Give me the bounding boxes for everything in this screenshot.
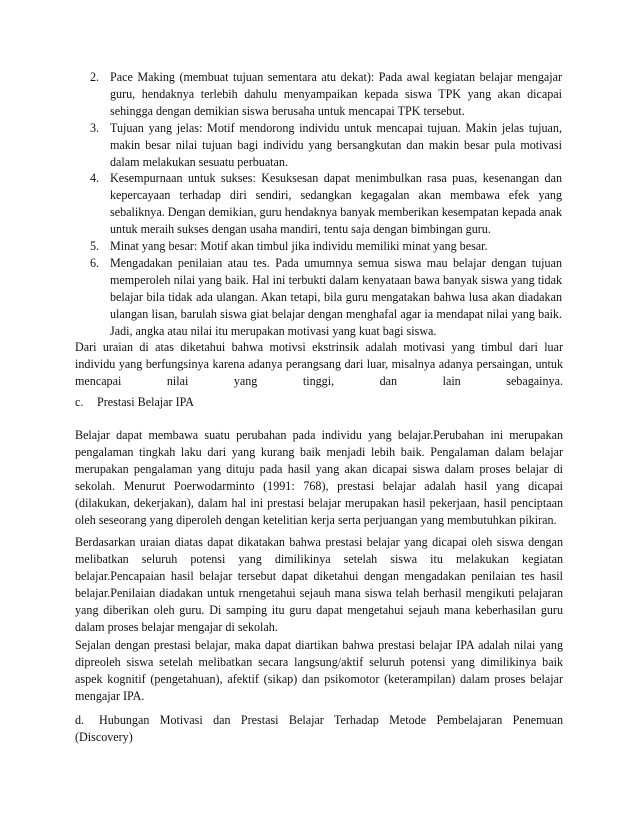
list-item-text: Minat yang besar: Motif akan timbul jika individu memiliki minat yang besar. [110, 239, 488, 254]
list-number: 2. [90, 70, 100, 84]
list-number: 3. [90, 120, 100, 135]
list-item [90, 170, 562, 238]
list-item [90, 69, 562, 120]
section-letter: d. [75, 713, 85, 727]
list-item-text: Mengadakan penilaian atau tes. Pada umumnya semua siswa mau belajar dengan tujuan memperoleh nilai yang baik. Hal ini terbukti dalam kenyataan bawa banyak siswa yang tidak belajar bila tidak ada ulangan. Akan tetapi, bila guru mengatakan bahwa lusa akan diadakan ulangan lisan, barulah siswa giat belajar dengan menghafal agar ia mendapat nilai yang baik. Jadi, angka atau nilai itu merupakan motivasi yang kuat bagi siswa. [110, 255, 562, 338]
list-item [90, 238, 562, 255]
list-number: 6. [90, 255, 100, 270]
section-letter: c. [75, 395, 84, 409]
list-number: 4. [90, 171, 100, 186]
list-item-text: Tujuan yang jelas: Motif mendorong individu untuk mencapai tujuan. Makin jelas tujuan, makin besar nilai tujuan bagi individu yang bersangkutan dan makin besar pula motivasi dalam melakukan sesuatu perbuatan. [110, 120, 562, 169]
section-title: Hubungan Motivasi dan Prestasi Belajar Terhadap Metode Pembelajaran Penemuan (Discovery) [75, 713, 563, 744]
section-heading-c [75, 394, 194, 411]
section-heading-d [75, 712, 563, 746]
list-number: 5. [90, 239, 100, 254]
paragraph-prestasi-2: Berdasarkan uraian diatas dapat dikatakan bahwa prestasi belajar yang dicapai oleh siswa dengan melibatkan seluruh potensi yang dimilikinya setelah siswa itu melakukan kegiatan belajar.Pencapaian hasil belajar tersebut dapat diketahui dengan mengadakan penilaian tes hasil belajar.Penilaian diadakan untuk rnengetahui sejauh mana siswa telah berhasil mengikuti pelajaran yang diberikan oleh guru. Di samping itu guru dapat mengetahui sejauh mana keberhasilan guru dalam proses belajar mengajar di sekolah. [75, 535, 563, 634]
section-title: Prestasi Belajar IPA [97, 395, 194, 409]
paragraph-ekstrinsik: Dari uraian di atas diketahui bahwa motivsi ekstrinsik adalah motivasi yang timbul dari luar individu yang berfungsinya karena adanya perangsang dari luar, misalnya adanya persaingan, untuk mencapai nilai yang tinggi, dan lain sebagainya. [75, 340, 563, 388]
list-item [90, 120, 562, 171]
paragraph-prestasi-1: Belajar dapat membawa suatu perubahan pada individu yang belajar.Perubahan ini merupakan pengalaman tingkah laku dari yang kurang baik menjadi lebih baik. Pengalaman dalam belajar merupakan pengalaman yang dituju pada hasil yang akan dicapai siswa dalam proses belajar di sekolah. Menurut Poerwodarminto (1991: 768), prestasi belajar adalah hasil yang dicapai (dilakukan, dekerjakan), dalam hal ini prestasi belajar merupakan hasil pekerjaan, hasil penciptaan oleh seseorang yang diperoleh dengan ketelitian kerja serta perjuangan yang membutuhkan pikiran. [75, 428, 563, 527]
list-item [90, 255, 562, 340]
motivation-list [90, 69, 562, 340]
paragraph-prestasi-3: Sejalan dengan prestasi belajar, maka dapat diartikan bahwa prestasi belajar IPA adalah nilai yang dipreoleh siswa setelah melibatkan secara langsung/aktif seluruh potensi yang dimilikinya baik aspek kognitif (pengetahuan), afektif (sikap) dan psikomotor (keterampilan) dalam proses belajar mengajar IPA. [75, 638, 563, 703]
list-item-text: Kesempurnaan untuk sukses: Kesuksesan dapat menimbulkan rasa puas, kesenangan dan kepercayaan terhadap diri sendiri, sedangkan kegagalan akan membawa efek yang sebaliknya. Dengan demikian, guru hendaknya banyak memberikan kesempatan kepada anak untuk meraih sukses dengan usaha mandiri, tentu saja dengan bimbingan guru. [110, 171, 562, 237]
list-item-text: Pace Making (membuat tujuan sementara atu dekat): Pada awal kegiatan belajar mengajar guru, hendaknya terlebih dahulu menyampaikan kepada siswa TPK yang akan dicapai sehingga dengan demikian siswa berusaha untuk mencapai TPK tersebut. [110, 70, 562, 118]
